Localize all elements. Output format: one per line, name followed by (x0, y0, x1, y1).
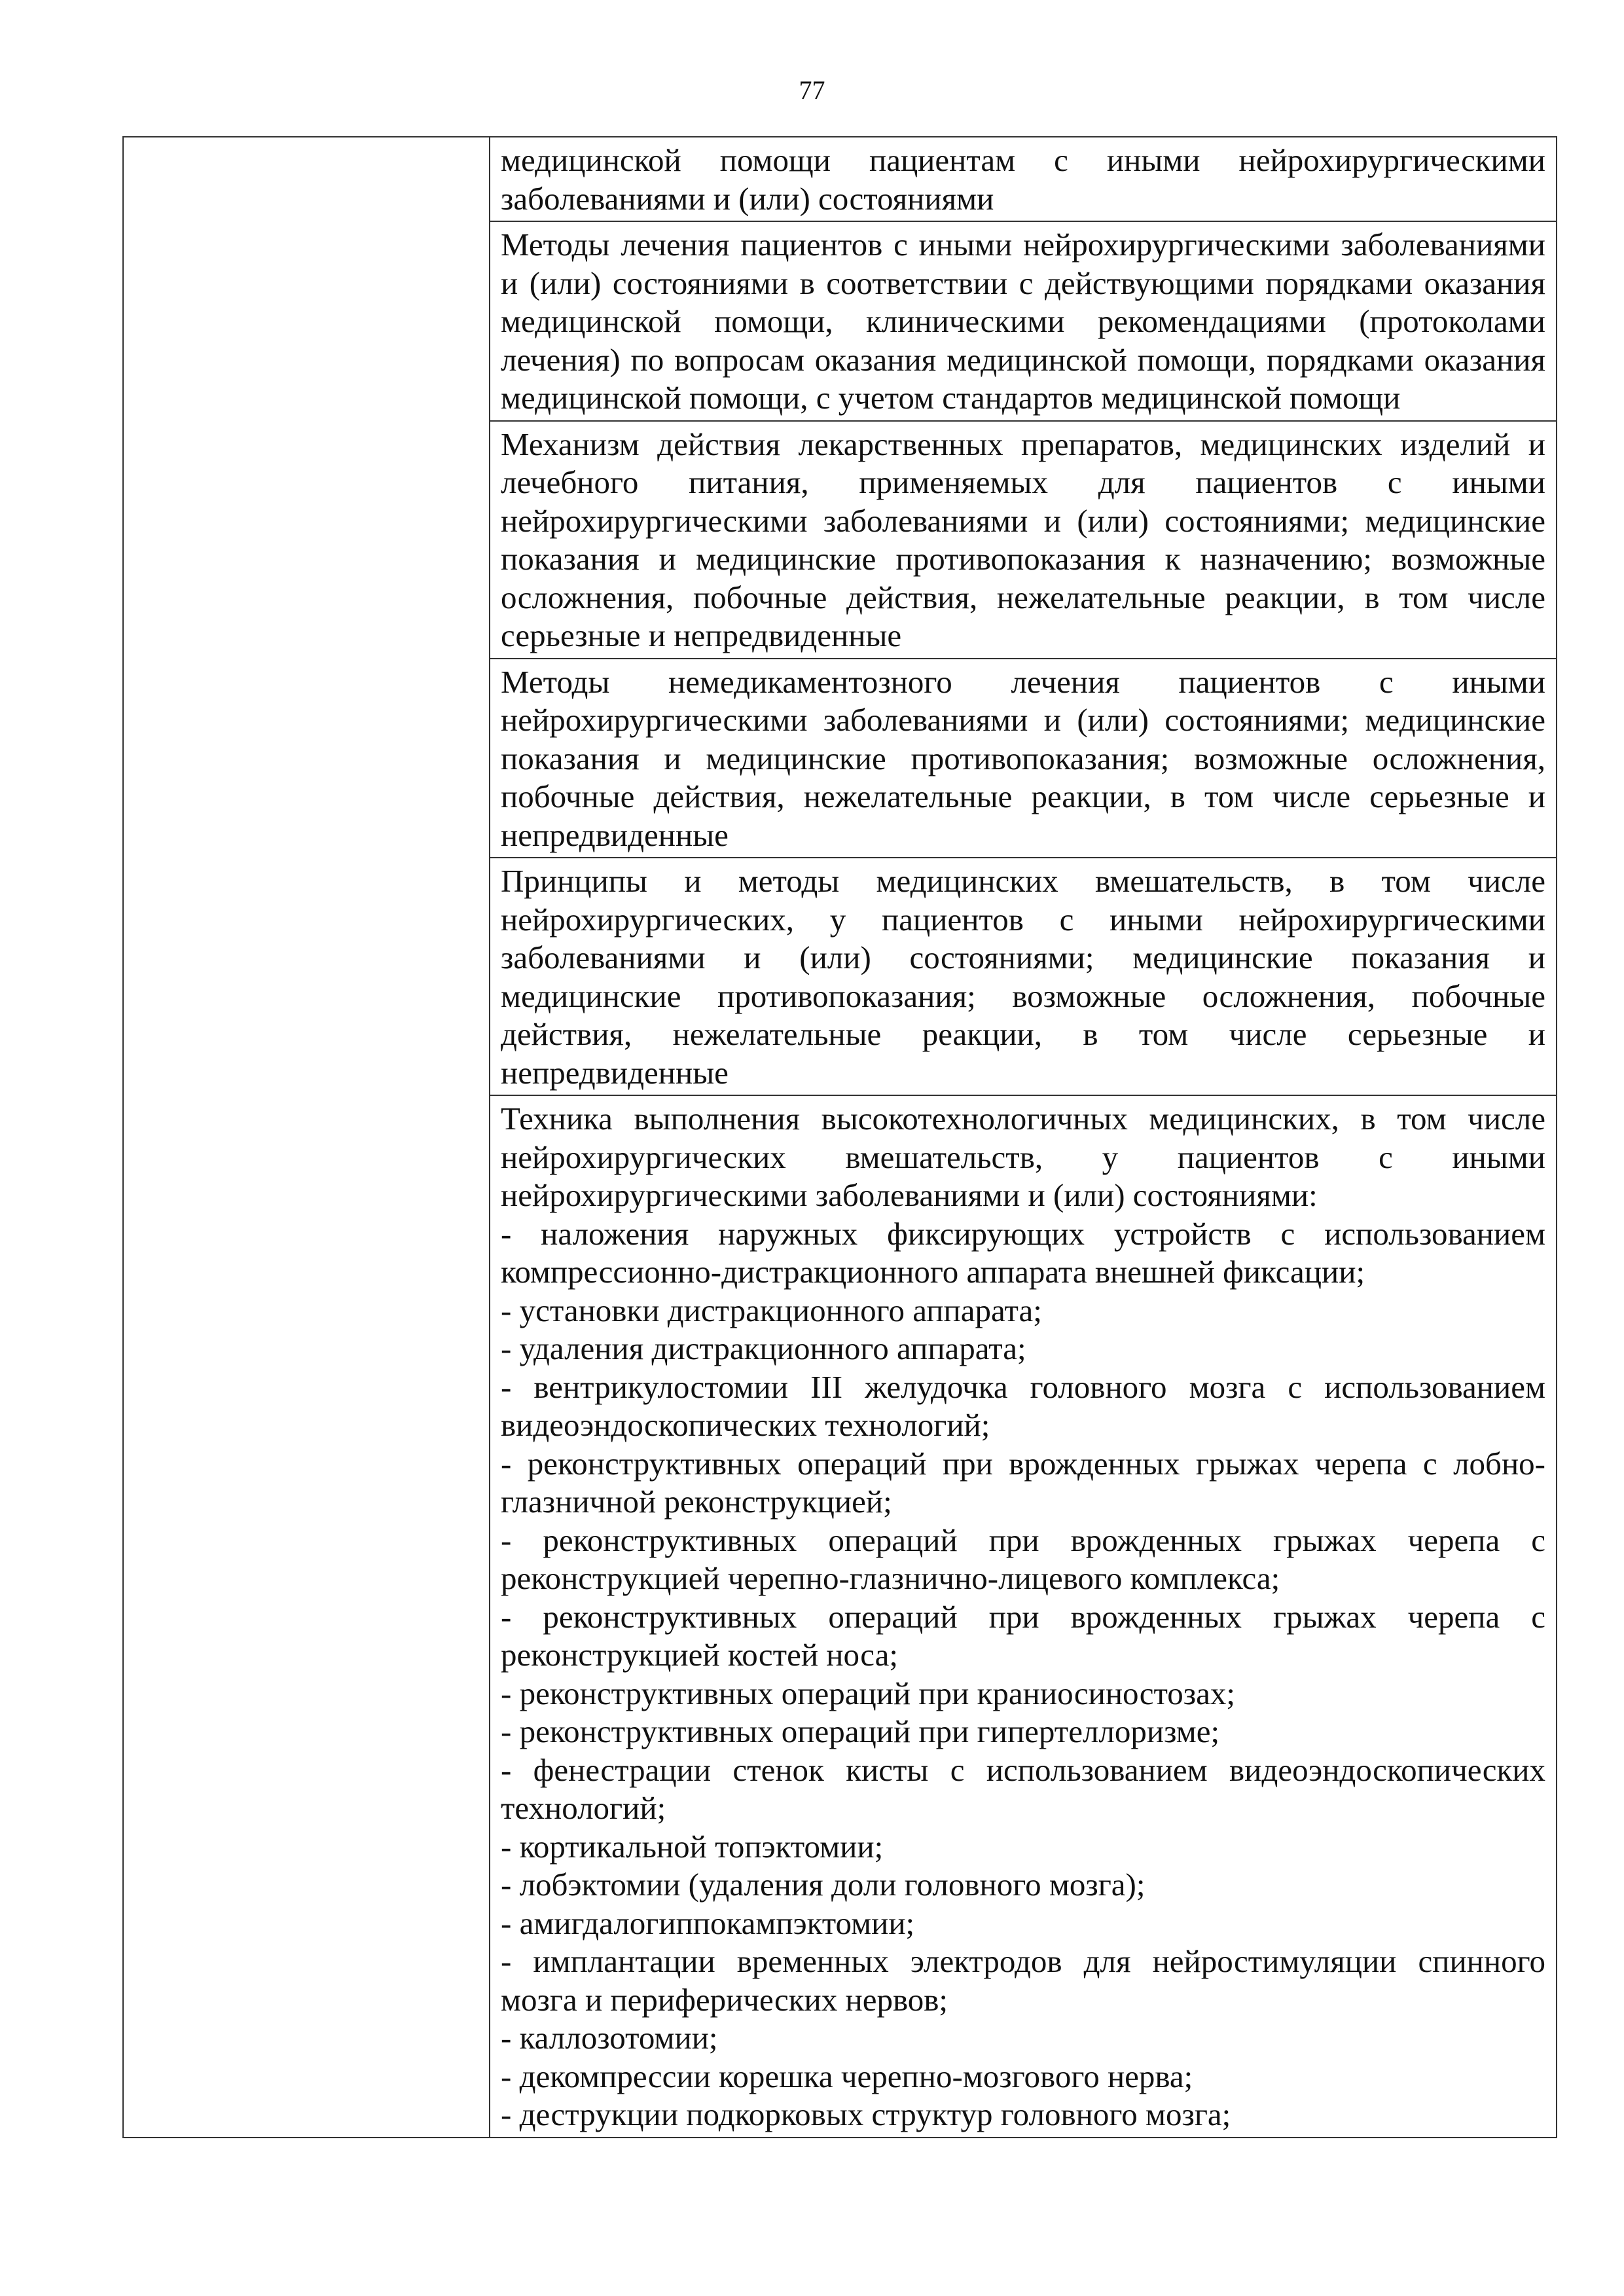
cell-paragraph: Техника выполнения высокотехнологичных медицинских, в том числе нейрохирургических вмешательств, у пациентов с иными нейрохирургическими заболеваниями и (или) состояниями: (501, 1101, 1545, 1213)
list-item: - амигдалогиппокампэктомии; (501, 1904, 915, 1941)
list-item: - реконструктивных операций при врожденных грыжах черепа с реконструкцией черепно-глазнично-лицевого комплекса; (501, 1522, 1545, 1596)
list-item: - фенестрации стенок кисты с использованием видеоэндоскопических технологий; (501, 1751, 1545, 1826)
knowledge-cell (490, 659, 1557, 858)
list-item: - удаления дистракционного аппарата; (501, 1330, 1026, 1366)
list-item: - наложения наружных фиксирующих устройств с использованием компрессионно-дистракционного аппарата внешней фиксации; (501, 1215, 1545, 1290)
list-item: - реконструктивных операций при врожденных грыжах черепа с лобно-глазничной реконструкцией; (501, 1445, 1545, 1520)
list-item: - установки дистракционного аппарата; (501, 1292, 1042, 1328)
cell-paragraph: Методы лечения пациентов с иными нейрохирургическими заболеваниями и (или) состояниями в соответствии с действующими порядками оказания медицинской помощи, клиническими рекомендациями (протоколами лечения) по вопросам оказания медицинской помощи, порядками оказания медицинской помощи, с учетом стандартов медицинской помощи (501, 227, 1545, 416)
list-item: - реконструктивных операций при краниосиностозах; (501, 1675, 1235, 1711)
competency-table (122, 136, 1557, 2138)
knowledge-cell (490, 137, 1557, 221)
list-item: - лобэктомии (удаления доли головного мозга); (501, 1867, 1146, 1903)
list-item: - реконструктивных операций при гипертеллоризме; (501, 1713, 1220, 1749)
page-number: 77 (799, 75, 825, 105)
knowledge-cell (490, 1095, 1557, 2138)
cell-paragraph: Механизм действия лекарственных препаратов, медицинских изделий и лечебного питания, применяемых для пациентов с иными нейрохирургическими заболеваниями и (или) состояниями; медицинские показания и медицинские противопоказания к назначению; возможные осложнения, побочные действия, нежелательные реакции, в том числе серьезные и непредвиденные (501, 426, 1545, 653)
left-column-cell (123, 137, 490, 2138)
knowledge-cell (490, 858, 1557, 1095)
list-item: - имплантации временных электродов для нейростимуляции спинного мозга и периферических нервов; (501, 1943, 1545, 2018)
list-item: - декомпрессии корешка черепно-мозгового нерва; (501, 2058, 1193, 2094)
cell-paragraph: Принципы и методы медицинских вмешательств, в том числе нейрохирургических, у пациентов с иными нейрохирургическими заболеваниями и (или) состояниями; медицинские показания и медицинские противопоказания; возможные осложнения, побочные действия, нежелательные реакции, в том числе серьезные и непредвиденные (501, 863, 1545, 1091)
cell-paragraph: Методы немедикаментозного лечения пациентов с иными нейрохирургическими заболеваниями и (или) состояниями; медицинские показания и медицинские противопоказания; возможные осложнения, побочные действия, нежелательные реакции, в том числе серьезные и непредвиденные (501, 663, 1545, 853)
list-item: - реконструктивных операций при врожденных грыжах черепа с реконструкцией костей носа; (501, 1598, 1545, 1673)
list-item: - вентрикулостомии III желудочка головного мозга с использованием видеоэндоскопических технологий; (501, 1368, 1545, 1443)
list-item: - деструкции подкорковых структур головного мозга; (501, 2096, 1231, 2132)
cell-paragraph: медицинской помощи пациентам с иными нейрохирургическими заболеваниями и (или) состояниями (501, 142, 1545, 217)
knowledge-cell (490, 421, 1557, 659)
table-row (123, 137, 1557, 221)
list-item: - кортикальной топэктомии; (501, 1828, 884, 1865)
knowledge-cell (490, 221, 1557, 421)
list-item: - каллозотомии; (501, 2020, 718, 2056)
